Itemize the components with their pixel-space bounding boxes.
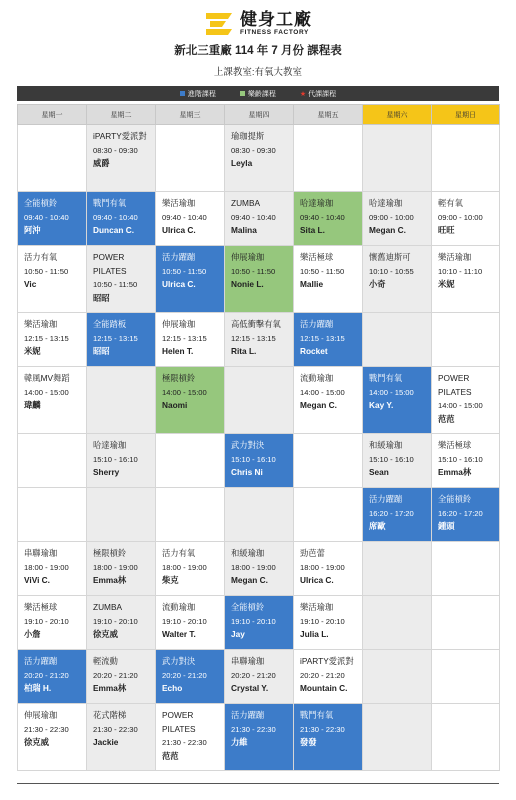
class-cell[interactable] xyxy=(87,542,156,596)
class-name: 全能槓鈴 xyxy=(231,602,265,612)
class-name: 輕有氧 xyxy=(438,198,463,208)
class-cell xyxy=(363,125,432,192)
class-name: 花式階梯 xyxy=(93,710,127,720)
class-cell[interactable] xyxy=(294,650,363,704)
fitness-factory-logo-icon xyxy=(204,12,234,36)
class-trainer: Ulrica C. xyxy=(300,575,334,585)
class-trainer: Megan C. xyxy=(300,400,337,410)
class-trainer: Emma林 xyxy=(438,467,472,477)
class-cell xyxy=(432,125,500,192)
class-time: 15:10 - 16:10 xyxy=(369,454,414,464)
class-name: ZUMBA xyxy=(93,602,123,612)
class-cell[interactable] xyxy=(225,246,294,313)
class-cell[interactable] xyxy=(432,192,500,246)
class-time: 21:30 - 22:30 xyxy=(24,724,69,734)
class-cell[interactable] xyxy=(18,596,87,650)
class-trainer: 小奇 xyxy=(369,279,386,289)
class-name: 全能槓鈴 xyxy=(24,198,58,208)
class-name: POWER PILATES xyxy=(438,373,472,397)
class-name: 活力躍蹦 xyxy=(369,494,403,504)
class-cell xyxy=(294,125,363,192)
class-time: 18:00 - 19:00 xyxy=(24,562,69,572)
class-cell[interactable] xyxy=(156,367,225,434)
legend-senior-label: 樂齡課程 xyxy=(247,90,276,98)
class-cell xyxy=(156,488,225,542)
class-cell xyxy=(18,434,87,488)
class-name: 活力躍蹦 xyxy=(300,319,334,329)
class-time: 19:10 - 20:10 xyxy=(24,616,69,626)
table-row xyxy=(18,650,500,704)
class-cell[interactable] xyxy=(363,434,432,488)
class-trainer: Emma林 xyxy=(93,575,127,585)
class-time: 09:40 - 10:40 xyxy=(24,212,69,222)
class-cell[interactable] xyxy=(18,542,87,596)
class-trainer: Walter T. xyxy=(162,629,196,639)
class-time: 21:30 - 22:30 xyxy=(231,724,276,734)
class-trainer: Sean xyxy=(369,467,389,477)
class-trainer: 范范 xyxy=(438,413,455,424)
class-cell[interactable] xyxy=(363,246,432,313)
table-row xyxy=(18,192,500,246)
class-trainer: Echo xyxy=(162,683,183,693)
class-time: 14:00 - 15:00 xyxy=(24,387,69,397)
legend-senior-swatch-icon xyxy=(240,91,245,96)
class-time: 20:20 - 21:20 xyxy=(300,670,345,680)
class-trainer: 米妮 xyxy=(24,346,41,356)
class-cell[interactable] xyxy=(225,192,294,246)
class-name: 串聯瑜珈 xyxy=(231,656,265,666)
legend-advanced-swatch-icon xyxy=(180,91,185,96)
legend-substitute xyxy=(300,89,336,99)
day-header-sun: 星期日 xyxy=(432,105,500,125)
class-name: POWER PILATES xyxy=(93,252,127,276)
class-time: 21:30 - 22:30 xyxy=(162,738,207,747)
class-time: 12:15 - 13:15 xyxy=(231,333,276,343)
class-cell[interactable] xyxy=(363,367,432,434)
class-name: 和緩瑜珈 xyxy=(231,548,265,558)
class-cell xyxy=(225,367,294,434)
class-cell xyxy=(87,367,156,434)
class-name: 流動瑜珈 xyxy=(300,373,334,383)
class-cell xyxy=(432,596,500,650)
class-cell xyxy=(294,488,363,542)
class-name: POWER PILATES xyxy=(162,710,196,734)
class-time: 14:00 - 15:00 xyxy=(438,401,483,410)
class-trainer: 米妮 xyxy=(438,279,455,289)
class-cell xyxy=(363,704,432,771)
class-name: 哈達瑜珈 xyxy=(93,440,127,450)
legend-bar xyxy=(17,86,499,101)
class-trainer: Sherry xyxy=(93,467,120,477)
class-time: 08:30 - 09:30 xyxy=(93,145,138,155)
class-trainer: 阿沖 xyxy=(24,225,41,235)
table-row xyxy=(18,125,500,192)
class-trainer: Crystal Y. xyxy=(231,683,269,693)
class-name: iPARTY愛派對 xyxy=(93,131,147,141)
class-cell[interactable] xyxy=(294,367,363,434)
day-header-fri: 星期五 xyxy=(294,105,363,125)
class-name: 活力有氧 xyxy=(162,548,196,558)
class-trainer: Chris Ni xyxy=(231,467,263,477)
table-row xyxy=(18,434,500,488)
class-cell xyxy=(18,488,87,542)
class-time: 09:40 - 10:40 xyxy=(162,212,207,222)
class-cell[interactable] xyxy=(156,596,225,650)
class-trainer: Mountain C. xyxy=(300,683,348,693)
class-cell[interactable] xyxy=(225,313,294,367)
table-row xyxy=(18,367,500,434)
class-trainer: 旺旺 xyxy=(438,225,455,235)
class-time: 20:20 - 21:20 xyxy=(24,670,69,680)
class-cell[interactable] xyxy=(87,704,156,771)
class-time: 10:10 - 11:10 xyxy=(438,266,483,276)
class-cell[interactable] xyxy=(87,596,156,650)
class-trainer: Rita L. xyxy=(231,346,257,356)
class-name: 樂活極球 xyxy=(438,440,472,450)
class-name: 活力躍蹦 xyxy=(162,252,196,262)
class-time: 12:15 - 13:15 xyxy=(24,333,69,343)
class-name: 伸展瑜珈 xyxy=(231,252,265,262)
class-time: 20:20 - 21:20 xyxy=(93,670,138,680)
class-trainer: Nonie L. xyxy=(231,279,264,289)
class-trainer: Jackie xyxy=(93,737,119,747)
class-trainer: Jay xyxy=(231,629,245,639)
class-cell[interactable] xyxy=(225,650,294,704)
schedule-table xyxy=(17,104,500,771)
class-cell[interactable] xyxy=(156,192,225,246)
class-name: 活力有氧 xyxy=(24,252,58,262)
class-time: 20:20 - 21:20 xyxy=(162,670,207,680)
class-time: 19:10 - 20:10 xyxy=(300,616,345,626)
class-name: 全能踏板 xyxy=(93,319,127,329)
class-cell xyxy=(363,542,432,596)
class-cell[interactable] xyxy=(156,650,225,704)
class-time: 09:40 - 10:40 xyxy=(93,212,138,222)
class-name: 戰鬥有氧 xyxy=(369,373,403,383)
class-name: 懷舊迪斯可 xyxy=(369,252,411,262)
class-name: 戰鬥有氧 xyxy=(300,710,334,720)
class-name: 武力對決 xyxy=(162,656,196,666)
class-name: 樂活瑜珈 xyxy=(438,252,472,262)
class-name: 樂活極球 xyxy=(300,252,334,262)
class-trainer: ViVi C. xyxy=(24,575,50,585)
class-trainer: 席歐 xyxy=(369,521,386,531)
class-time: 09:40 - 10:40 xyxy=(300,212,345,222)
class-time: 20:20 - 21:20 xyxy=(231,670,276,680)
brand-name-en: FITNESS FACTORY xyxy=(240,29,309,37)
class-name: 樂活瑜珈 xyxy=(162,198,196,208)
class-name: 武力對決 xyxy=(231,440,265,450)
class-trainer: 范范 xyxy=(162,750,179,761)
class-cell[interactable] xyxy=(156,246,225,313)
class-trainer: Helen T. xyxy=(162,346,194,356)
class-cell[interactable] xyxy=(363,488,432,542)
class-time: 19:10 - 20:10 xyxy=(93,616,138,626)
class-time: 08:30 - 09:30 xyxy=(231,145,276,155)
class-time: 15:10 - 16:10 xyxy=(231,454,276,464)
day-header-mon: 星期一 xyxy=(18,105,87,125)
class-cell xyxy=(432,704,500,771)
class-time: 09:00 - 10:00 xyxy=(369,212,414,222)
class-cell xyxy=(87,488,156,542)
class-time: 16:20 - 17:20 xyxy=(438,508,483,518)
class-name: 極限槓鈴 xyxy=(162,373,196,383)
class-name: 韓風MV舞蹈 xyxy=(24,373,70,383)
class-cell[interactable] xyxy=(294,542,363,596)
class-cell[interactable] xyxy=(156,542,225,596)
legend-senior xyxy=(240,89,276,99)
class-time: 15:10 - 16:10 xyxy=(438,454,483,464)
table-row xyxy=(18,704,500,771)
class-trainer: 鍾頭 xyxy=(438,521,455,531)
class-name: 勁芭蕾 xyxy=(300,548,325,558)
class-time: 19:10 - 20:10 xyxy=(162,616,207,626)
class-name: 流動瑜珈 xyxy=(162,602,196,612)
table-row xyxy=(18,246,500,313)
class-time: 18:00 - 19:00 xyxy=(231,562,276,572)
brand-name-cn: 健身工廠 xyxy=(240,10,312,30)
class-cell[interactable] xyxy=(87,313,156,367)
class-trainer: Vic xyxy=(24,279,37,289)
class-cell xyxy=(432,542,500,596)
class-trainer: Rocket xyxy=(300,346,328,356)
class-trainer: 柏瑞 H. xyxy=(24,683,52,693)
class-cell[interactable] xyxy=(294,313,363,367)
class-name: 樂活瑜珈 xyxy=(24,319,58,329)
day-header-tue: 星期二 xyxy=(87,105,156,125)
class-time: 21:30 - 22:30 xyxy=(93,724,138,734)
class-trainer: Duncan C. xyxy=(93,225,135,235)
class-name: 伸展瑜珈 xyxy=(162,319,196,329)
class-time: 14:00 - 15:00 xyxy=(369,387,414,397)
class-name: 樂活瑜珈 xyxy=(300,602,334,612)
class-cell[interactable] xyxy=(432,367,500,434)
class-cell[interactable] xyxy=(156,704,225,771)
class-cell[interactable] xyxy=(18,192,87,246)
class-trainer: 力維 xyxy=(231,737,248,747)
class-cell[interactable] xyxy=(225,434,294,488)
class-trainer: 柴克 xyxy=(162,575,179,585)
class-time: 12:15 - 13:15 xyxy=(162,333,207,343)
schedule-title: 新北三重廠 114 年 7 月份 課程表 xyxy=(174,45,342,57)
class-trainer: Kay Y. xyxy=(369,400,394,410)
class-name: 樂活極球 xyxy=(24,602,58,612)
class-trainer: Malina xyxy=(231,225,257,235)
class-trainer: Ulrica C. xyxy=(162,279,196,289)
class-time: 12:15 - 13:15 xyxy=(300,333,345,343)
class-trainer: 昭昭 xyxy=(93,346,110,356)
class-cell[interactable] xyxy=(225,596,294,650)
class-cell[interactable] xyxy=(18,246,87,313)
classroom-subtitle: 上課教室:有氧大教室 xyxy=(213,67,303,78)
class-trainer: 徐克威 xyxy=(93,629,118,639)
class-time: 10:50 - 11:50 xyxy=(93,280,138,289)
class-trainer: Leyla xyxy=(231,158,253,168)
class-name: 哈達瑜珈 xyxy=(369,198,403,208)
star-icon: ★ xyxy=(299,90,307,98)
legend-advanced-label: 進階課程 xyxy=(187,90,216,98)
class-cell[interactable] xyxy=(432,488,500,542)
class-name: 哈達瑜珈 xyxy=(300,198,334,208)
class-trainer: 發發 xyxy=(300,737,317,747)
class-cell[interactable] xyxy=(87,650,156,704)
class-name: 瑜珈提斯 xyxy=(231,131,265,141)
class-name: 活力躍蹦 xyxy=(231,710,265,720)
class-name: 全能槓鈴 xyxy=(438,494,472,504)
class-cell xyxy=(225,488,294,542)
class-cell[interactable] xyxy=(432,246,500,313)
class-cell[interactable] xyxy=(294,192,363,246)
class-cell xyxy=(363,313,432,367)
table-row xyxy=(18,313,500,367)
class-cell[interactable] xyxy=(87,434,156,488)
class-time: 19:10 - 20:10 xyxy=(231,616,276,626)
class-cell[interactable] xyxy=(87,192,156,246)
class-time: 09:00 - 10:00 xyxy=(438,212,483,222)
class-time: 18:00 - 19:00 xyxy=(93,562,138,572)
class-cell xyxy=(18,125,87,192)
table-row xyxy=(18,596,500,650)
class-trainer: Ulrica C. xyxy=(162,225,196,235)
class-time: 15:10 - 16:10 xyxy=(93,454,138,464)
class-cell xyxy=(432,313,500,367)
table-row xyxy=(18,488,500,542)
class-time: 16:20 - 17:20 xyxy=(369,508,414,518)
class-cell[interactable] xyxy=(225,542,294,596)
class-cell[interactable] xyxy=(432,434,500,488)
class-time: 10:50 - 11:50 xyxy=(231,266,276,276)
class-trainer: Mallie xyxy=(300,279,324,289)
class-cell[interactable] xyxy=(294,596,363,650)
class-cell[interactable] xyxy=(363,192,432,246)
class-trainer: 威爵 xyxy=(93,158,110,168)
day-header-thu: 星期四 xyxy=(225,105,294,125)
legend-advanced xyxy=(180,89,216,99)
class-cell[interactable] xyxy=(18,650,87,704)
class-time: 10:50 - 11:50 xyxy=(162,266,207,276)
legend-substitute-label: 代課課程 xyxy=(308,90,337,98)
class-trainer: Naomi xyxy=(162,400,188,410)
class-time: 21:30 - 22:30 xyxy=(300,724,345,734)
class-cell xyxy=(156,125,225,192)
class-trainer: 小詹 xyxy=(24,629,41,639)
class-time: 14:00 - 15:00 xyxy=(300,387,345,397)
class-name: 高低衝擊有氧 xyxy=(231,319,281,329)
class-name: 戰鬥有氧 xyxy=(93,198,127,208)
day-header-sat: 星期六 xyxy=(363,105,432,125)
class-time: 18:00 - 19:00 xyxy=(162,562,207,572)
class-name: 輕流動 xyxy=(93,656,118,666)
class-cell[interactable] xyxy=(156,313,225,367)
class-cell[interactable] xyxy=(18,313,87,367)
class-trainer: Megan C. xyxy=(231,575,268,585)
class-cell xyxy=(363,650,432,704)
class-cell xyxy=(294,434,363,488)
class-name: 活力躍蹦 xyxy=(24,656,58,666)
class-cell[interactable] xyxy=(87,246,156,313)
class-time: 10:50 - 11:50 xyxy=(300,266,345,276)
bottom-divider xyxy=(17,783,499,784)
class-name: ZUMBA xyxy=(231,198,261,208)
class-trainer: 瑋麟 xyxy=(24,400,41,410)
class-trainer: 昭昭 xyxy=(93,292,110,303)
class-cell[interactable] xyxy=(294,704,363,771)
brand-logo xyxy=(0,8,516,40)
class-time: 18:00 - 19:00 xyxy=(300,562,345,572)
class-name: iPARTY愛派對 xyxy=(300,656,354,666)
class-cell[interactable] xyxy=(87,125,156,192)
class-name: 伸展瑜珈 xyxy=(24,710,58,720)
class-cell xyxy=(432,650,500,704)
class-name: 串聯瑜珈 xyxy=(24,548,58,558)
class-cell[interactable] xyxy=(225,704,294,771)
class-trainer: Megan C. xyxy=(369,225,406,235)
class-cell[interactable] xyxy=(225,125,294,192)
class-trainer: Sita L. xyxy=(300,225,325,235)
class-time: 09:40 - 10:40 xyxy=(231,212,276,222)
class-time: 12:15 - 13:15 xyxy=(93,333,138,343)
class-time: 10:10 - 10:55 xyxy=(369,266,414,276)
class-cell xyxy=(363,596,432,650)
table-row xyxy=(18,542,500,596)
class-cell[interactable] xyxy=(294,246,363,313)
class-time: 10:50 - 11:50 xyxy=(24,266,69,276)
class-name: 和緩瑜珈 xyxy=(369,440,403,450)
table-header-row xyxy=(18,105,500,125)
class-cell[interactable] xyxy=(18,367,87,434)
class-cell xyxy=(156,434,225,488)
class-name: 極限槓鈴 xyxy=(93,548,127,558)
class-cell[interactable] xyxy=(18,704,87,771)
class-trainer: Emma林 xyxy=(93,683,127,693)
day-header-wed: 星期三 xyxy=(156,105,225,125)
class-trainer: 徐克威 xyxy=(24,737,49,747)
class-trainer: Julia L. xyxy=(300,629,329,639)
class-time: 14:00 - 15:00 xyxy=(162,387,207,397)
